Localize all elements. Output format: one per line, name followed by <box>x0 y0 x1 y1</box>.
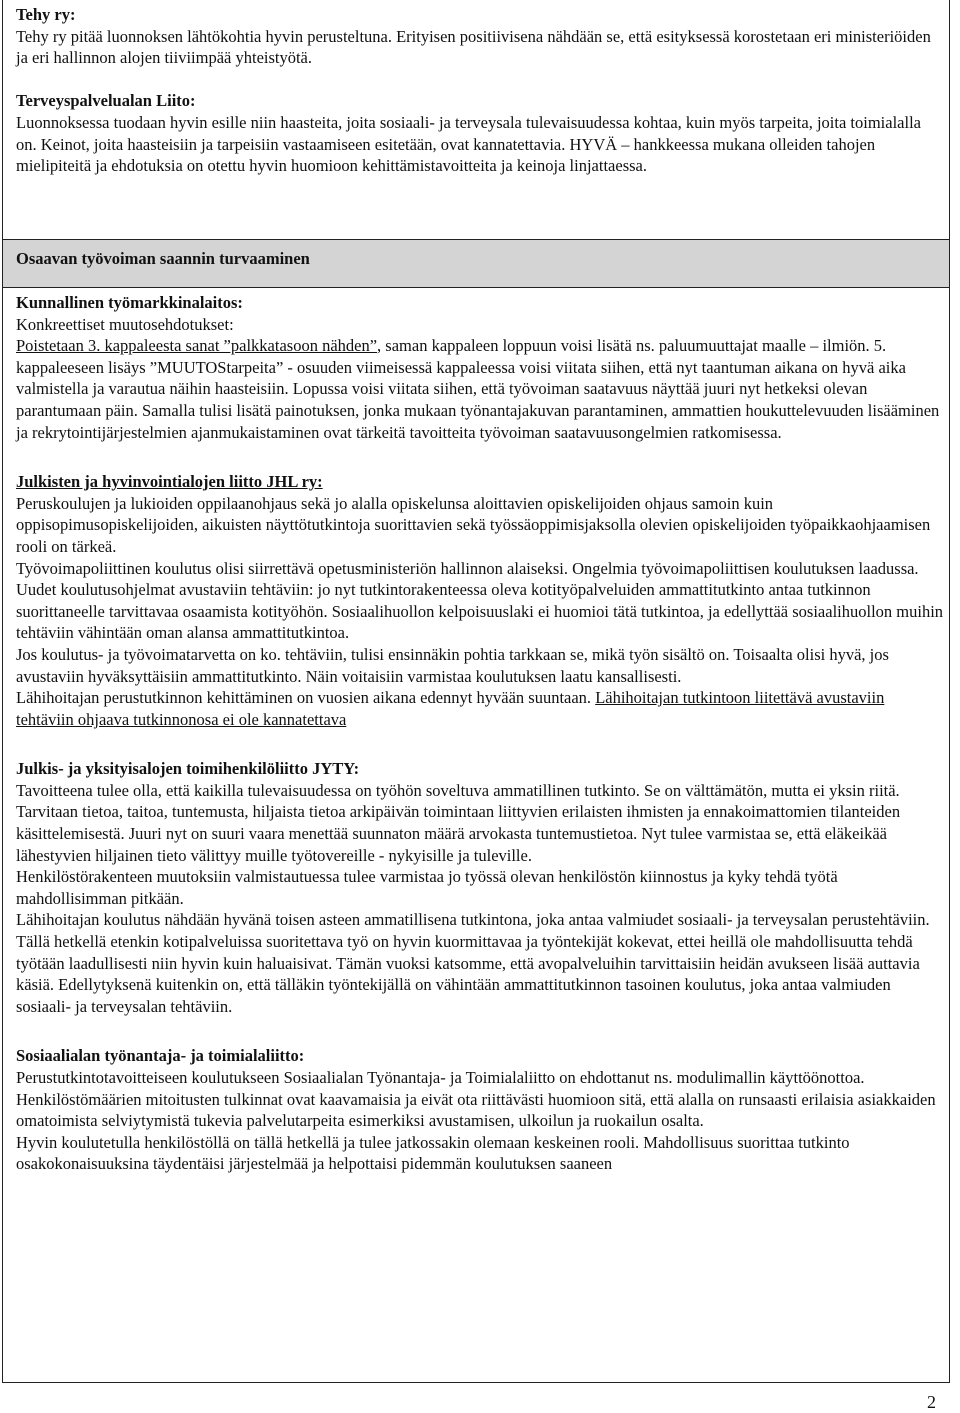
section-title: Osaavan työvoiman saannin turvaaminen <box>16 249 310 268</box>
jhl-p1: Peruskoulujen ja lukioiden oppilaanohjaus sekä jo alalla opiskelunsa aloittavien opiskelijoiden ohjaus samoin kuin oppisopimusopiskelijoiden, aikuisten näyttötutkintoja suorittavien sekä työssäoppimisjaksolla olevien opiskelijoiden työpaikkaohjaamisen rooli on tärkeä. <box>16 493 931 556</box>
sta-heading: Sosiaalialan työnantaja- ja toimialaliitto: <box>16 1046 305 1066</box>
terveys-text: Luonnoksessa tuodaan hyvin esille niin haasteita, joita sosiaali- ja terveysala tulevaisuudessa kohtaa, kuin myös tarpeita, joita toimialalla on. Keinot, joita haasteisiin ja tarpeisiin vastaamiseen esitetään, ovat kannatettavia. HYVÄ – hankkeessa mukana olleiden tahojen mielipiteitä ja ehdotuksia on otettu hyvin huomioon kehittämistavoitteita ja keinoja linjattaessa. <box>16 112 921 176</box>
jyty-heading: Julkis- ja yksityisalojen toimihenkilöliitto JYTY: <box>16 759 360 779</box>
jhl-p4: Jos koulutus- ja työvoimatarvetta on ko. tehtäviin, tulisi ensinnäkin pohtia tarkkaan se, mikä työn sisältö on. Toisaalta olisi hyvä, jos avustaviin hyväksyttäisiin ammattitutkinto. Näin voitaisiin varmistaa koulutuksen laatu kansallisesti. <box>16 644 889 686</box>
jyty-p1: Tavoitteena tulee olla, että kaikilla tulevaisuudessa on työhön soveltuva ammatillinen tutkinto. Se on välttämätön, mutta ei yksin riitä. Tarvitaan tietoa, taitoa, tuntemusta, hiljaista tietoa arkipäivän toimintaan liittyvien erilaisten ihmisten ja ennakoimattomien tilanteiden käsittelemisestä. Juuri nyt on suuri vaara menettää suunnaton määrä arvokasta tuntemustietoa. Nyt tulee varmistaa se, että eläkeikää lähestyvien hiljainen tieto välittyy muille työtovereille - nykyisille ja tuleville. <box>16 780 901 865</box>
jhl-p3: Uudet koulutusohjelmat avustaviin tehtäviin: jo nyt tutkintorakenteessa oleva kotityöpalveluiden ammattitutkinto antaa tutkinnon suorittaneelle tarvittavaa osaamista kotityöhön. Sosiaalihuollon kelpoisuuslaki ei huomioi tätä tutkintoa, ja edellyttää sosiaalihuollon muihin tehtäviin vähintään oman alansa ammattitutkintoa. <box>16 580 944 643</box>
sta-p1: Perustutkintotavoitteiseen koulutukseen Sosiaalialan Työnantaja- ja Toimialaliitto on ehdottanut ns. modulimallin käyttöönottoa. Henkilöstömäärien mitoitusten tulkinnat ovat kaavamaisia ja eivät ota riittävästi huomioon sitä, että alalla on runsaasti erilaisia asiakkaiden omatoimista selviytymistä tukevia palvelutarpeita esimerkiksi avustamisen, ulkoilun ja ruokailun osalta. <box>16 1068 936 1131</box>
feedback-box-top <box>2 0 950 240</box>
terveys-heading: Terveyspalvelualan Liito: <box>16 91 196 111</box>
feedback-box-main <box>2 288 950 1383</box>
kt-underlined-text: Poistetaan 3. kappaleesta sanat ”palkkatasoon nähden” <box>16 336 378 356</box>
kt-heading: Kunnallinen työmarkkinalaitos: <box>16 293 243 312</box>
jhl-p5-underlined: Lähihoitajan tutkintoon liitettävä avustaviin tehtäviin ohjaava tutkinnonosa ei ole kannatettava <box>16 688 885 729</box>
jhl-p5 <box>16 687 944 730</box>
kt-paragraph <box>16 335 944 443</box>
jhl-p2: Työvoimapoliittinen koulutus olisi siirrettävä opetusministeriön hallinnon alaiseksi. Ongelmia työvoimapoliittisen koulutuksen laadussa. <box>16 558 919 578</box>
jhl-heading: Julkisten ja hyvinvointialojen liitto JHL ry: <box>16 472 323 492</box>
section-header-box <box>2 240 950 288</box>
jyty-p3: Lähihoitajan koulutus nähdään hyvänä toisen asteen ammatillisena tutkintona, joka antaa valmiudet sosiaali- ja terveysalan perustehtäviin. Tällä hetkellä etenkin kotipalveluissa suoritettava työ on hyvin kuormittavaa ja työntekijät kokevat, ettei heillä ole mahdollisuutta tehdä työtään laadullisesti niin hyvin kuin haluaisivat. Tämän vuoksi katsomme, että avopalveluihin tarvittaisiin heidän avukseen lisää auttavia käsiä. Edellytyksenä kuitenkin on, että tälläkin työntekijällä on vähintään ammattitutkinnon tasoinen koulutus, joka antaa valmiuden sosiaali- ja terveysalan tehtäviin. <box>16 910 930 1016</box>
tehy-text: Tehy ry pitää luonnoksen lähtökohtia hyvin perusteltuna. Erityisen positiivisena nähdään se, että esityksessä korostetaan eri ministeriöiden ja eri hallinnon alojen tiiviimpää yhteistyötä. <box>16 26 931 68</box>
page-number: 2 <box>927 1392 936 1412</box>
jyty-p2: Henkilöstörakenteen muutoksiin valmistautuessa tulee varmistaa jo työssä olevan henkilöstön kiinnostus ja kyky tehdä työtä mahdollisimman pitkään. <box>16 867 838 908</box>
sta-p2: Hyvin koulutetulla henkilöstöllä on tällä hetkellä ja tulee jatkossakin olemaan keskeinen rooli. Mahdollisuus suorittaa tutkinto osakokonaisuuksina täydentäisi järjestelmää ja helpottaisi pidemmän koulutuksen saaneen <box>16 1132 850 1174</box>
kt-text: , saman kappaleen loppuun voisi lisätä ns. paluumuuttajat maalle – ilmiön. 5. kappaleeseen lisäys ”MUUTOStarpeita” - osuuden viimeisessä kappaleessa voisi viitata siihen, että nyt taantuman aikana on hyvä aika valmistella ja varautua näihin haasteisiin. Lopussa voisi viitata siihen, että työvoiman saatavuus näyttää juuri nyt hetkeksi olevan parantumaan päin. Samalla tulisi lisätä painotuksen, jonka mukaan työnantajakuvan parantaminen, ammattien houkuttelevuuden lisääminen ja rekrytointijärjestelmien ajanmukaistaminen ovat tärkeitä tavoitteita työvoiman saatavuusongelmien ratkomisessa. <box>16 336 940 442</box>
jhl-p5-text: Lähihoitajan perustutkinnon kehittäminen on vuosien aikana edennyt hyvään suuntaan. <box>16 688 596 708</box>
tehy-heading: Tehy ry: <box>16 5 76 24</box>
kt-subheading: Konkreettiset muutosehdotukset: <box>16 314 234 334</box>
